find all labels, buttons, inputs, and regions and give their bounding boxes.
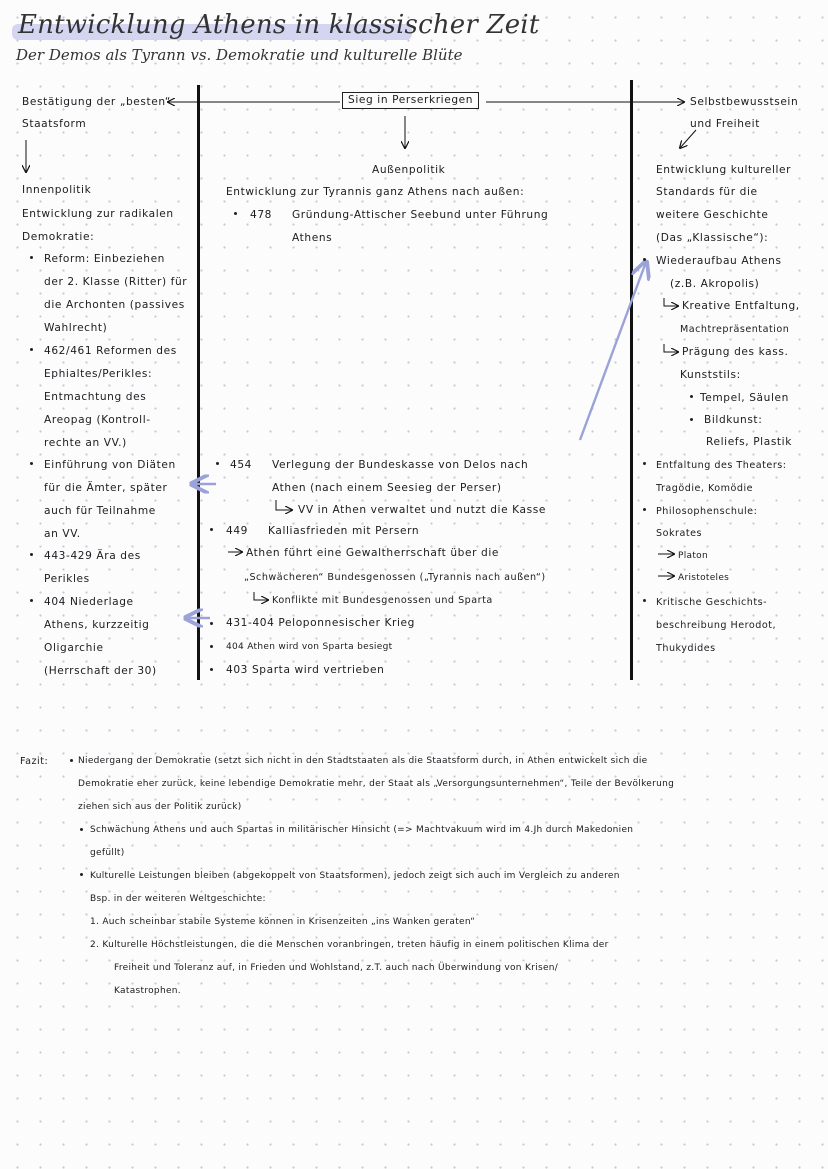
fazit-label: Fazit: <box>20 756 49 767</box>
left-line: 443-429 Ära des <box>44 550 141 562</box>
bullet <box>30 256 33 259</box>
right-line: Sokrates <box>656 528 703 539</box>
right-line: Kritische Geschichts- <box>656 597 768 608</box>
right-line: Philosophenschule: <box>656 506 758 517</box>
center-heading: Außenpolitik <box>372 164 446 176</box>
fazit-line: Schwächung Athens und auch Spartas in militärischer Hinsicht (=> Machtvakuum wird im 4.Jh durch Makedonien <box>90 825 634 835</box>
fazit-line: Bsp. in der weiteren Weltgeschichte: <box>90 894 266 904</box>
header-right-line1: Selbstbewusstsein <box>690 96 799 108</box>
left-line: Perikles <box>44 573 90 585</box>
bullet <box>70 759 73 762</box>
arrow-down-right <box>680 130 696 148</box>
bullet <box>30 599 33 602</box>
right-line: Tragödie, Komödie <box>656 483 754 494</box>
bullet <box>643 258 646 261</box>
left-line: Reform: Einbeziehen <box>44 253 165 265</box>
left-line: Ephialtes/Perikles: <box>44 368 153 380</box>
left-line: rechte an VV.) <box>44 437 127 449</box>
left-line: (Herrschaft der 30) <box>44 665 157 677</box>
arrow-text-3: Konflikte mit Bundesgenossen und Sparta <box>272 595 493 606</box>
bullet <box>80 828 83 831</box>
bullet <box>30 348 33 351</box>
left-line: 462/461 Reformen des <box>44 345 177 357</box>
right-line: Entwicklung kultureller <box>656 164 792 176</box>
item-431: 431-404 Peloponnesischer Krieg <box>226 617 415 629</box>
arrow-text-1: Athen führt eine Gewaltherrschaft über die <box>246 547 500 559</box>
left-line: Athens, kurzzeitig <box>44 619 150 631</box>
right-line: beschreibung Herodot, <box>656 620 777 631</box>
bullet <box>643 462 646 465</box>
bullet <box>643 508 646 511</box>
right-line: Tempel, Säulen <box>700 392 789 404</box>
left-line: für die Ämter, später <box>44 482 168 494</box>
fazit-line: 2. Kulturelle Höchstleistungen, die die Menschen voranbringen, treten häufig in einem politischen Klima der <box>90 940 609 950</box>
fazit-line: Freiheit und Toleranz auf, in Frieden und Wohlstand, z.T. auch nach Überwindung von Krisen/ <box>114 963 559 973</box>
left-line: die Archonten (passives <box>44 299 185 311</box>
fazit-line: ziehen sich aus der Politik zurück) <box>78 802 242 812</box>
hook-arrow-454 <box>276 500 292 510</box>
hook-arrow-praegung <box>664 344 678 352</box>
item-478-year: 478 <box>250 209 273 221</box>
left-line: an VV. <box>44 528 81 540</box>
header-center-box: Sieg in Perserkriegen <box>342 92 479 109</box>
right-line: Prägung des kass. <box>682 346 789 358</box>
fazit-line: Demokratie eher zurück, keine lebendige Demokratie mehr, der Staat als „Versorgungsunternehmen“, Teile der Bevölkerung <box>78 779 675 789</box>
item-478-text: Gründung-Attischer Seebund unter Führung <box>292 209 549 221</box>
right-line: (Das „Klassische“): <box>656 232 769 244</box>
bullet <box>30 553 33 556</box>
center-intro: Entwicklung zur Tyrannis ganz Athens nach außen: <box>226 186 525 198</box>
arrow-text-2: „Schwächeren“ Bundesgenossen („Tyrannis nach außen“) <box>244 572 546 583</box>
header-right-line2: und Freiheit <box>690 118 760 130</box>
item-449-year: 449 <box>226 525 249 537</box>
fazit-line: gefüllt) <box>90 848 125 858</box>
left-line: Oligarchie <box>44 642 104 654</box>
fazit-line: Kulturelle Leistungen bleiben (abgekoppelt von Staatsformen), jedoch zeigt sich auch im Vergleich zu anderen <box>90 871 620 881</box>
hook-arrow-kreative <box>664 298 678 306</box>
right-line: Machtrepräsentation <box>680 324 790 335</box>
right-line: Wiederaufbau Athens <box>656 255 782 267</box>
right-line: Reliefs, Plastik <box>706 436 792 448</box>
bullet <box>30 462 33 465</box>
left-line: Demokratie: <box>22 231 95 243</box>
left-line: 404 Niederlage <box>44 596 134 608</box>
right-line: Platon <box>678 551 708 561</box>
bullet <box>80 873 83 876</box>
right-line: Aristoteles <box>678 573 730 583</box>
fazit-line: Katastrophen. <box>114 986 181 996</box>
bullet <box>210 622 213 625</box>
header-left-line1: Bestätigung der „besten“ <box>22 96 172 108</box>
fazit-line: Niedergang der Demokratie (setzt sich nicht in den Stadtstaaten als die Staatsform durch, in Athen entwickelt sich die <box>78 756 648 766</box>
right-line: Kreative Entfaltung, <box>682 300 800 312</box>
item-403: 403 Sparta wird vertrieben <box>226 664 385 676</box>
right-line: Bildkunst: <box>704 414 763 426</box>
bullet <box>210 645 213 648</box>
left-line: Einführung von Diäten <box>44 459 176 471</box>
item-454-year: 454 <box>230 459 253 471</box>
right-line: Entfaltung des Theaters: <box>656 460 787 471</box>
bullet <box>216 462 219 465</box>
right-line: (z.B. Akropolis) <box>670 278 760 290</box>
bullet <box>643 599 646 602</box>
item-404: 404 Athen wird von Sparta besiegt <box>226 642 393 652</box>
page-title: Entwicklung Athens in klassischer Zeit <box>18 10 540 40</box>
left-line: Wahlrecht) <box>44 322 108 334</box>
hook-arrow-konflikte <box>254 592 268 600</box>
blue-arrow-to-right <box>580 262 646 440</box>
page-subtitle: Der Demos als Tyrann vs. Demokratie und kulturelle Blüte <box>16 46 463 64</box>
right-line: Kunststils: <box>680 369 741 381</box>
item-454-text-2: Athen (nach einem Seesieg der Perser) <box>272 482 502 494</box>
left-line: Entwicklung zur radikalen <box>22 208 174 220</box>
item-454-text-3: VV in Athen verwaltet und nutzt die Kasse <box>298 504 546 516</box>
left-line: auch für Teilnahme <box>44 505 156 517</box>
right-line: Thukydides <box>656 643 716 654</box>
bullet <box>234 212 237 215</box>
right-line: Standards für die <box>656 186 758 198</box>
left-line: Innenpolitik <box>22 184 92 196</box>
bullet <box>690 395 693 398</box>
bullet <box>210 528 213 531</box>
item-478-text-2: Athens <box>292 232 333 244</box>
fazit-line: 1. Auch scheinbar stabile Systeme können in Krisenzeiten „ins Wanken geraten“ <box>90 917 476 927</box>
bullet <box>210 668 213 671</box>
left-line: der 2. Klasse (Ritter) für <box>44 276 188 288</box>
left-line: Areopag (Kontroll- <box>44 414 151 426</box>
right-line: weitere Geschichte <box>656 209 769 221</box>
item-454-text: Verlegung der Bundeskasse von Delos nach <box>272 459 529 471</box>
left-line: Entmachtung des <box>44 391 147 403</box>
bullet <box>690 418 693 421</box>
item-449-text: Kalliasfrieden mit Persern <box>268 525 420 537</box>
header-left-line2: Staatsform <box>22 118 87 130</box>
